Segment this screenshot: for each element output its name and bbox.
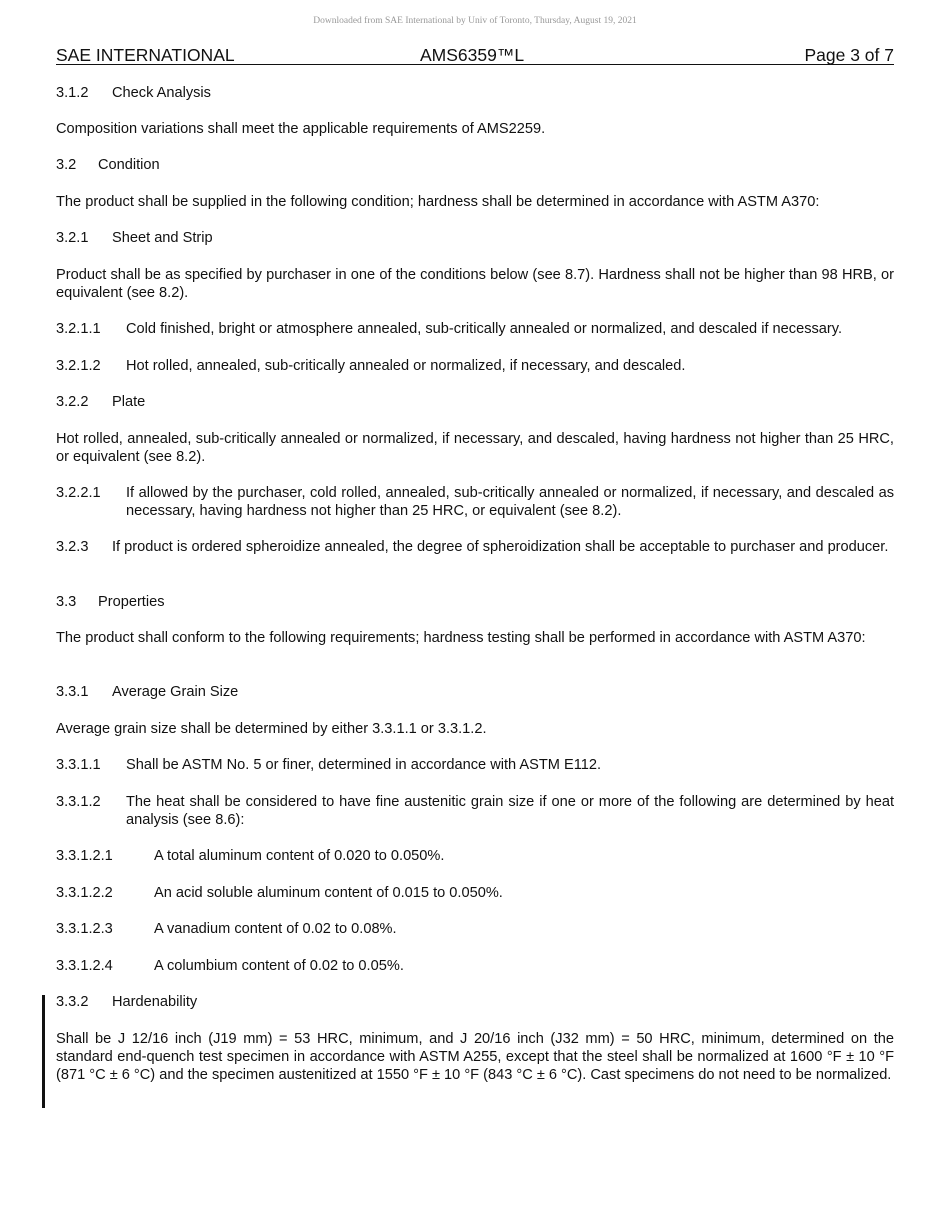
clause-text: Shall be ASTM No. 5 or finer, determined in accordance with ASTM E112. <box>126 757 602 773</box>
numbered-clause <box>56 756 894 774</box>
section-heading <box>56 993 894 1011</box>
numbered-clause <box>56 357 894 375</box>
section-heading <box>56 593 894 611</box>
section-number: 3.3.1 <box>56 684 89 700</box>
clause-text: If allowed by the purchaser, cold rolled, annealed, sub-critically annealed or normalized, if necessary, and descaled as necessary, having hardness not higher than 25 HRC, or equivalent (see 8.2). <box>126 485 894 519</box>
clause-text: An acid soluble aluminum content of 0.015 to 0.050%. <box>154 885 503 901</box>
clause-text: A vanadium content of 0.02 to 0.08%. <box>154 921 397 937</box>
header-organization: SAE INTERNATIONAL <box>56 45 235 65</box>
numbered-clause <box>56 793 894 829</box>
clause-text: Hot rolled, annealed, sub-critically annealed or normalized, if necessary, and descaled. <box>126 358 686 374</box>
clause-text: The heat shall be considered to have fine austenitic grain size if one or more of the following are determined by heat analysis (see 8.6): <box>126 794 894 828</box>
section-number: 3.3.2 <box>56 994 89 1010</box>
section-number: 3.2 <box>56 157 77 173</box>
paragraph-text: The product shall conform to the following requirements; hardness testing shall be performed in accordance with ASTM A370: <box>56 630 866 646</box>
paragraph-text: Product shall be as specified by purchaser in one of the conditions below (see 8.7). Hardness shall not be higher than 98 HRB, or equivalent (see 8.2). <box>56 267 894 301</box>
clause-number: 3.3.1.2.2 <box>56 885 113 901</box>
numbered-clause <box>56 920 894 938</box>
clause-text: If product is ordered spheroidize annealed, the degree of spheroidization shall be acceptable to purchaser and producer. <box>112 539 889 555</box>
clause-text: Cold finished, bright or atmosphere annealed, sub-critically annealed or normalized, and descaled if necessary. <box>126 321 843 337</box>
section-title: Average Grain Size <box>112 684 239 700</box>
section-heading <box>56 229 894 247</box>
paragraph <box>56 1030 894 1084</box>
clause-number: 3.3.1.2.3 <box>56 921 113 937</box>
page-header <box>56 44 894 65</box>
numbered-clause <box>56 957 894 975</box>
header-page-number: Page 3 of 7 <box>804 45 894 65</box>
section-number: 3.1.2 <box>56 85 89 101</box>
download-watermark: Downloaded from SAE International by Univ of Toronto, Thursday, August 19, 2021 <box>313 16 637 26</box>
paragraph-text: The product shall be supplied in the following condition; hardness shall be determined in accordance with ASTM A370: <box>56 194 820 210</box>
numbered-clause <box>56 538 894 556</box>
numbered-clause <box>56 484 894 520</box>
section-number: 3.3 <box>56 594 77 610</box>
section-title: Plate <box>112 394 146 410</box>
section-heading <box>56 84 894 102</box>
paragraph-text: Average grain size shall be determined by either 3.3.1.1 or 3.3.1.2. <box>56 721 487 737</box>
header-document-number: AMS6359™L <box>420 45 525 65</box>
numbered-clause <box>56 884 894 902</box>
clause-text: A columbium content of 0.02 to 0.05%. <box>154 958 404 974</box>
clause-number: 3.2.3 <box>56 539 89 555</box>
clause-number: 3.3.1.2.4 <box>56 958 113 974</box>
numbered-clause <box>56 847 894 865</box>
section-heading <box>56 156 894 174</box>
clause-number: 3.3.1.2 <box>56 794 101 810</box>
section-title: Hardenability <box>112 994 198 1010</box>
clause-number: 3.3.1.2.1 <box>56 848 113 864</box>
clause-number: 3.2.1.2 <box>56 358 101 374</box>
paragraph <box>56 720 894 738</box>
section-title: Check Analysis <box>112 85 211 101</box>
section-heading <box>56 393 894 411</box>
paragraph <box>56 629 894 647</box>
paragraph <box>56 193 894 211</box>
paragraph-text: Hot rolled, annealed, sub-critically annealed or normalized, if necessary, and descaled, having hardness not higher than 25 HRC, or equivalent (see 8.2). <box>56 431 894 465</box>
paragraph <box>56 120 894 138</box>
clause-number: 3.2.1.1 <box>56 321 101 337</box>
section-number: 3.2.1 <box>56 230 89 246</box>
revision-change-bar <box>42 995 45 1108</box>
paragraph <box>56 266 894 302</box>
section-heading <box>56 683 894 701</box>
numbered-clause <box>56 320 894 338</box>
clause-number: 3.2.2.1 <box>56 485 101 501</box>
paragraph-text: Shall be J 12/16 inch (J19 mm) = 53 HRC, minimum, and J 20/16 inch (J32 mm) = 50 HRC, minimum, determined on the standard end-quench test specimen in accordance with ASTM A255, except that the steel shall be normalized at 1600 °F ± 10 °F (871 °C ± 6 °C) and the specimen austenitized at 1550 °F ± 10 °F (843 °C ± 6 °C). Cast specimens do not need to be normalized. <box>56 1031 894 1083</box>
section-title: Sheet and Strip <box>112 230 213 246</box>
paragraph <box>56 430 894 466</box>
section-title: Condition <box>98 157 160 173</box>
clause-text: A total aluminum content of 0.020 to 0.050%. <box>154 848 445 864</box>
paragraph-text: Composition variations shall meet the applicable requirements of AMS2259. <box>56 121 546 137</box>
section-title: Properties <box>98 594 165 610</box>
clause-number: 3.3.1.1 <box>56 757 101 773</box>
section-number: 3.2.2 <box>56 394 89 410</box>
